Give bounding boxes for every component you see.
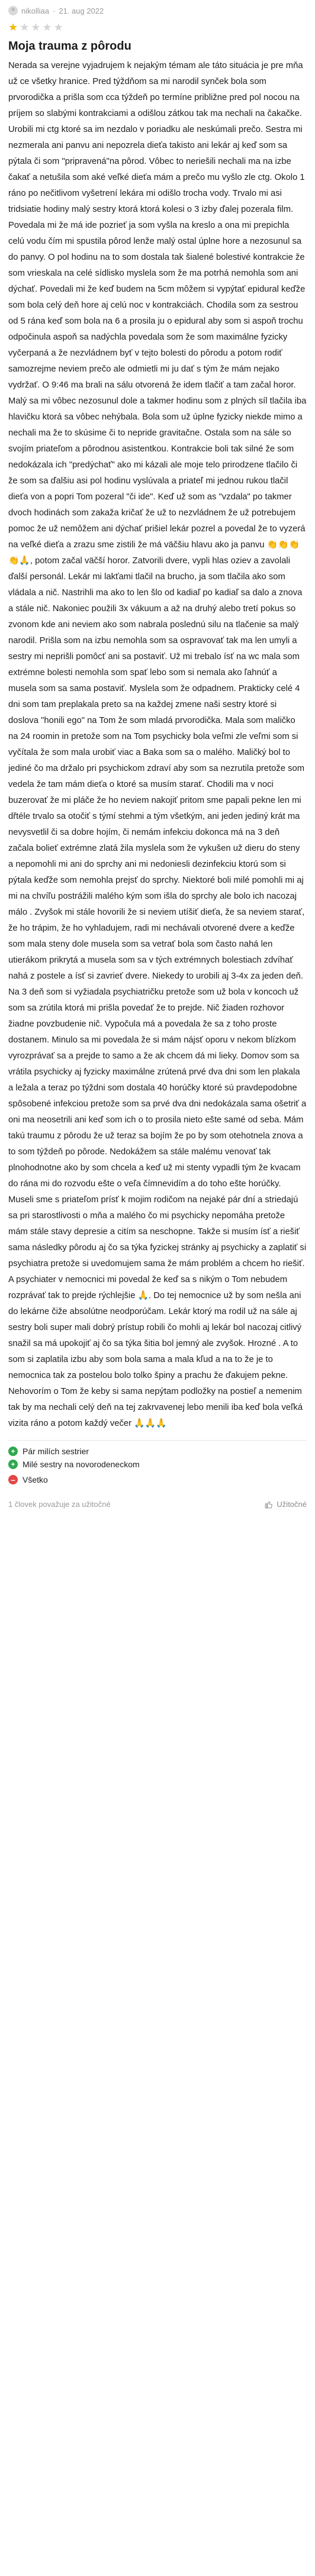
star-rating [8,21,307,34]
pro-item [8,1447,307,1456]
user-avatar-icon [8,6,18,15]
meta-separator: · [52,6,56,15]
star-empty-icon: ★ [31,21,43,33]
pro-item [8,1460,307,1469]
review-title: Moja trauma z pôrodu [8,40,131,53]
pro-text: Pár milích sestrier [22,1447,89,1456]
star-empty-icon: ★ [53,21,65,33]
review-meta [8,6,307,15]
author-name: nikolliaa [21,6,49,15]
con-item [8,1475,307,1484]
thumbs-up-icon [265,1500,273,1509]
star-empty-icon: ★ [20,21,31,33]
review-body: Nerada sa verejne vyjadrujem k nejakým témam ale táto situácia je pre mňa už ce všetky hranice. Pred týždňom sa mi narodil synček bola som prvorodička a prišla som cca týždeň po termíne približne pred pol nocou na príjem so slabými kontrakciami a odišlou zátkou tak ma nechali na čakačke. Urobili mi ctg ktoré sa im nezdalo v poriadku ale neskúmali prečo. Sestra mi nezmerala ani panvu ani nepozrela dieťa takisto ani lekár aj keď som sa pýtala či som "pripravená"na pôrod. Vôbec to neriešili nechali ma na izbe čakať a netušila som aké veľké dieťa mám a prečo mu vyšlo zle ctg. Okolo 1 ráno po nečitlivom vyšetrení lekára mi odišlo trocha vody. Trvalo mi asi tridsiatie hodiny malý sestry ktorá ktorá kolesi o 3 izby ďalej pozerala film. Povedala mi že má ide pozrieť ja som vyšla na kreslo a ona mi prepichla celú vodu čím mi spustila pôrod lenže malý ostal úplne hore a nezosunul sa do panvy. O pol hodinu na to som dostala tak šialené bolestivé kontrakcie že som vrieskala na celé sídlisko myslela som že ma potrhá nemohla som ani dýchať. Povedali mi že keď budem na 5cm môžem si vypýtať epidural keďže som bola celý deň hore aj celú noc v kontrakciách. Chodila som za sestrou od 5 rána keď som bola na 6 a prosila ju o epidural aby som si aspoň trochu odpočinula aspoň sa nadýchla povedala som že som maximálne fyzicky vyčerpaná a že nezvládnem byť v tejto bolesti do pôrodu a potom rodiť samozrejme neviem prečo ale odmietli mi ju dať s tým že mám nejako vydržať. O 9:46 ma brali na sálu otvorená že idem tlačiť a tam začal horor. Malý sa mi vôbec nezosunul dole a takmer hodinu som z plných síl tlačila iba hlavičku ktorá sa vôbec nehýbala. Bola som už úplne fyzicky niekde mimo a nechali ma že to skúsime či to nepride gravitačne. Ostala som na sále so svojím priateľom a pôrodnou asistentkou. Kontrakcie boli tak silné že som nedokázala ich "predýchať" ako mi kázali ale moje telo prirodzene tlačilo či že som sa ďalšiu asi pol hodinu vyslúvala a priateľ mi jednou rukou tlačil dieťa von a popri Tom pozeral "či ide". Keď už som as "vzdala" po takmer dvoch hodinách som zakaža kričať že už to nezvládnem že už potrebujem pomoc že už nemôžem ani dýchať prišiel lekár pozrel a povedal že to vyzerá na veľké dieťa a zrazu sme zistili že má väčšiu hlavu ako ja panvu 👏👏👏👏🙏, potom začal väčší horor. Zatvorili dvere, vypli hlas oziev a zavolali ďalší personál. Lekár mi lakťami tlačil na brucho, ja som tlačila ako som vládala a nič. Nastrihli ma ako to len šlo od kadiaľ po kadiaľ sa dalo a znova a stále nič. Nakoniec použili 3x vákuum a až na druhý alebo tretí pokus so zvonom kde ani neviem ako som nabrala poslednú silu na tlačenie sa malý narodil. Prišla som na izbu nemohla som sa ospravovať tak ma len umyli a sestry mi neprišli pomôcť ani sa postaviť. Už mi trebalo ísť na wc mala som extrémne bolesti nemohla som spať lebo som si nemala ako ľahnúť a musela som sa sama postaviť. Myslela som že odpadnem. Prakticky celé 4 dni som tam preplakala preto sa na každej zmene naši sestry ktoré si doslova "honili ego" na Tom že som mladá prvorodička. Mala som maličko na 24 roomin in pretože som na Tom psychicky bola veľmi zle veľmi som si vyčítala že som mala urobiť viac a Baka som sa o malého. Maličký bol to jediné čo ma držalo pri psychickom zdraví aby som sa nezrutila pretože som vedela že tam mám dieťa o ktoré sa musím starať. Chodili ma v noci buzerovať že mi pláče že ho neviem nakojiť pritom sme papali pekne len mi dřtéle trvalo sa otočiť s týmí stehmi a tým všetkým, ani jeden jediný krát ma nevysvetlil či sa dobre hojím, či nemám infekciu dokonca má na 3 deň začala bolieť extrémne zlatá žila myslela som že vykušen už dieru do steny a nepomohli mi ani do sprchy ani mi nedoniesli dezinfekciu ktorú som si pýtala keďže som nemohla prejsť do sprchy. Niektoré boli milé pomohli mi aj mi na chvíľu postrážili malého kým som išla do sprchy ale bolo ich nacozaj málo . Zvyšok mi stále hovorili že si neviem utíšiť dieťa, že sa neviem starať, že ho trápim, že ho vyhladujem, radi mi nechávali otvorené dvere a keďže som mala steny dole musela som sa vetrať bola som často nahá len utierákom prikrytá a musela som sa v tých extrémnych bolestiach zdvíhať nahá z postele a ísť si zavrieť dvere. Niekedy to urobili aj 3-4x za jeden deň. Na 3 deň som si vyžiadala psychiatričku pretože som už bola v koncoch už som sa zrútila ktorá mi prišla povedať že to prejde. Nič žiaden rozhovor žiadne povzbudenie nič. Vypočula má a povedala že sa z toho proste dostanem. Minulo sa mi povedala že si mám nájsť oporu v nekom blízkom vyrozprávať sa a prejde to samo a že ak chcem dá mi lieky. Domov som sa vrátila psychicky aj fyzicky maximálne zrútená prvé dva dni som len plakala a ležala a teraz po týždni som dostala 40 horúčky ktoré sú pravdepodobne spôsobené infekciou pretože som sa prvé dva dni nedokázala sama ošetriť a oni ma neosetrili ani keď som ich o to prosila nieto ešte samé od seba. Mám takú traumu z pôrodu že už teraz sa bojím že po by som otehotnela znova a to som týždeň po pôrode. Nedokážem sa stále malému venovať tak plnohodnotne ako by som chcela a keď už mi stenty vypadli tým že kvacam do rána mi do rozvodu ešte o veľa čímnevidím a do toho ešte horúčky. Museli sme s priateľom prísť k mojim rodičom na nejaké pár dní a striedajú sa pri starostlivosti o mňa a malého čo mi psychicky nepomáha pretože mám stále stavy depresie a citím sa neschopne. Takže si musím ísť a riešiť sama následky pôrodu aj čo sa týka fyzickej stránky aj psychicky a zaplatiť si psychiatra pretože si uvedomujem sama že mám problém a chcem ho riešiť. A psychiater v nemocnici mi povedal že keď sa s nikým o Tom nebudem rozprávať tak to prejde rýchlejšie 🙏. Do tej nemocnice už by som nešla ani do lekárne čiže absolútne neodporúčam. Lekár ktorý ma rodil už na sále aj sestry boli super mali dobrý prístup robili čo mohli aj lekár bol nacozaj citlivý snažil sa má upokojiť aj čo sa týka šitia bol jemný ale zvyšok. Hrozné . A to som si zaplatila izbu aby som bola sama a mala kľud a na to že je to nemocnica tak za postelou bolo tolko špiny a prachu že ďakujem pekne. Nehovorím o Tom že keby si sama nepýtam podložky na postieľ a nemenim tak by ma nechali celý deň na tej zakrvavenej lebo menili iba keď bola veľká vizita ráno a potom každý večer 🙏🙏🙏 [8,61,309,1428]
useful-button-label: Užitočné [277,1500,307,1509]
review-date: 21. aug 2022 [59,6,104,15]
useful-count: 1 človek považuje za užitočné [8,1500,111,1509]
minus-icon: – [8,1475,18,1484]
pro-text: Milé sestry na novorodeneckom [22,1460,140,1469]
review-footer [8,1500,307,1509]
plus-icon: + [8,1460,18,1469]
con-text: Všetko [22,1475,48,1484]
star-filled-icon: ★ [8,21,20,33]
star-empty-icon: ★ [42,21,54,33]
divider [8,1440,307,1441]
useful-button[interactable] [265,1500,307,1509]
pros-list [8,1447,307,1469]
plus-icon: + [8,1447,18,1456]
